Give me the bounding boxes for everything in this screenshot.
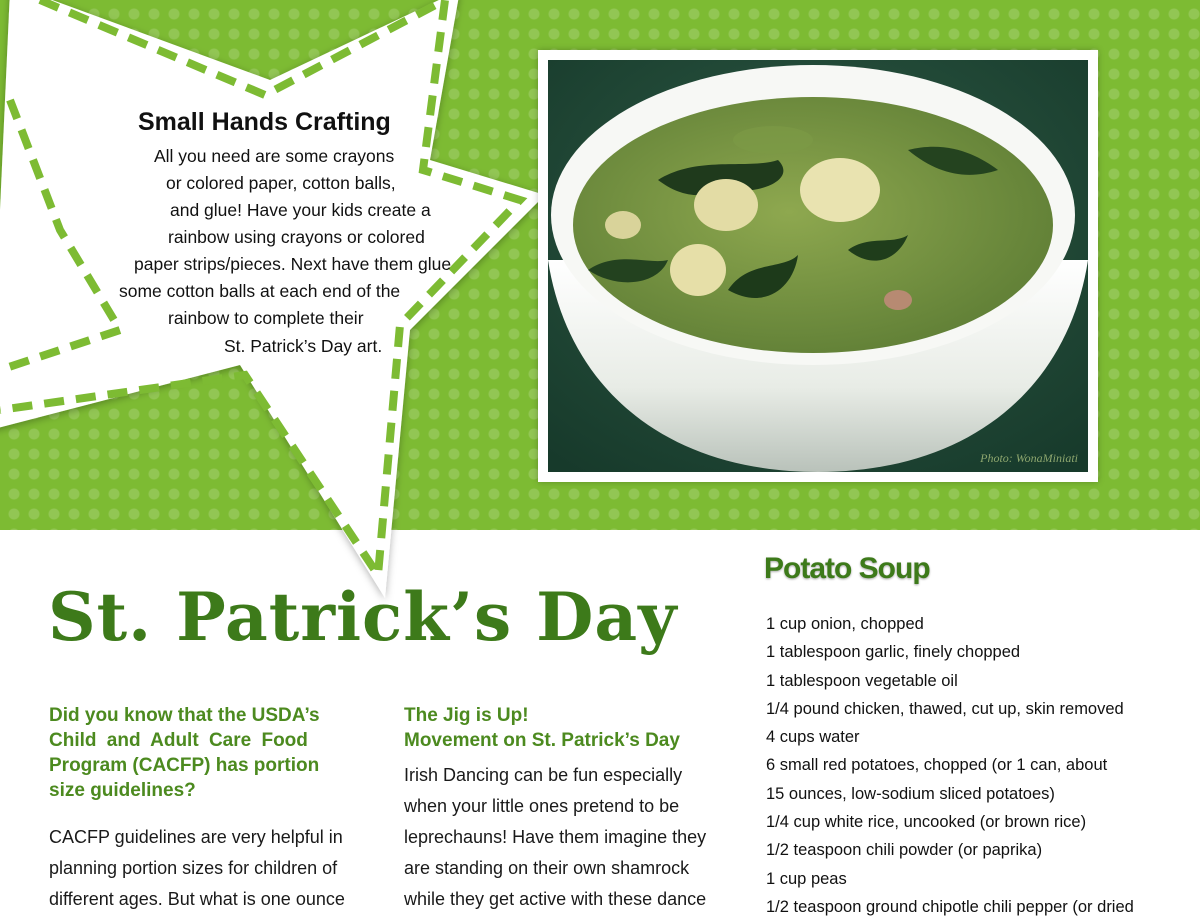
- ingredient-item: 6 small red potatoes, chopped (or 1 can, about: [766, 756, 1108, 775]
- craft-text-line: or colored paper, cotton balls,: [166, 173, 396, 193]
- cacfp-body-line: planning portion sizes for children of: [49, 858, 338, 878]
- craft-text-line: paper strips/pieces. Next have them glue: [134, 254, 452, 274]
- craft-text-line: rainbow to complete their: [168, 308, 364, 328]
- cacfp-heading: [49, 703, 369, 803]
- cacfp-heading-line: Did you know that the USDA’s: [49, 705, 320, 726]
- ingredient-item: 1 tablespoon vegetable oil: [766, 671, 958, 690]
- craft-title: Small Hands Crafting: [138, 108, 391, 136]
- cacfp-heading-line: Program (CACFP) has portion: [49, 755, 320, 776]
- ingredient-item: 4 cups water: [766, 728, 860, 747]
- craft-text-line: rainbow using crayons or colored: [168, 227, 425, 247]
- photo-credit: Photo: WonaMiniati: [980, 451, 1078, 465]
- recipe-title: Potato Soup: [764, 552, 930, 585]
- jig-body-line: leprechauns! Have them imagine they: [404, 827, 707, 847]
- jig-heading-line: The Jig is Up!: [404, 705, 529, 726]
- jig-body-line: when your little ones pretend to be: [404, 796, 680, 816]
- cacfp-body-line: CACFP guidelines are very helpful in: [49, 827, 343, 847]
- ingredient-item: 1/4 pound chicken, thawed, cut up, skin removed: [766, 699, 1124, 718]
- jig-body-line: are standing on their own shamrock: [404, 858, 690, 878]
- ingredient-list: [766, 610, 1134, 921]
- ingredient-item: 15 ounces, low-sodium sliced potatoes): [766, 784, 1055, 803]
- jig-heading: [404, 703, 744, 753]
- soup-bowl-illustration: [548, 60, 1088, 472]
- cacfp-body: [49, 822, 345, 915]
- jig-body-line: Irish Dancing can be fun especially: [404, 765, 683, 785]
- ingredient-item: 1/2 teaspoon chili powder (or paprika): [766, 841, 1043, 860]
- page-title: St. Patrick’s Day: [48, 578, 678, 656]
- ingredient-item: 1 cup onion, chopped: [766, 615, 924, 633]
- soup-photo: [548, 60, 1088, 472]
- craft-text-line: some cotton balls at each end of the: [119, 281, 401, 301]
- jig-body: [404, 760, 706, 915]
- ingredient-item: 1/4 cup white rice, uncooked (or brown rice): [766, 813, 1087, 832]
- ingredient-item: 1 cup peas: [766, 869, 847, 888]
- cacfp-body-line: different ages. But what is one ounce: [49, 889, 345, 909]
- cacfp-heading-line: Child and Adult Care Food: [49, 730, 308, 751]
- photo-frame: [538, 50, 1098, 482]
- jig-heading-line: Movement on St. Patrick’s Day: [404, 730, 680, 751]
- ingredient-item: 1 tablespoon garlic, finely chopped: [766, 643, 1021, 662]
- ingredient-item: 1/2 teaspoon ground chipotle chili pepper (or dried: [766, 897, 1134, 916]
- cacfp-heading-line: size guidelines?: [49, 780, 196, 801]
- craft-text-line: All you need are some crayons: [154, 146, 395, 166]
- craft-text-line: and glue! Have your kids create a: [170, 200, 431, 220]
- craft-text-line: St. Patrick’s Day art.: [224, 336, 383, 356]
- jig-body-line: while they get active with these dance: [404, 889, 707, 909]
